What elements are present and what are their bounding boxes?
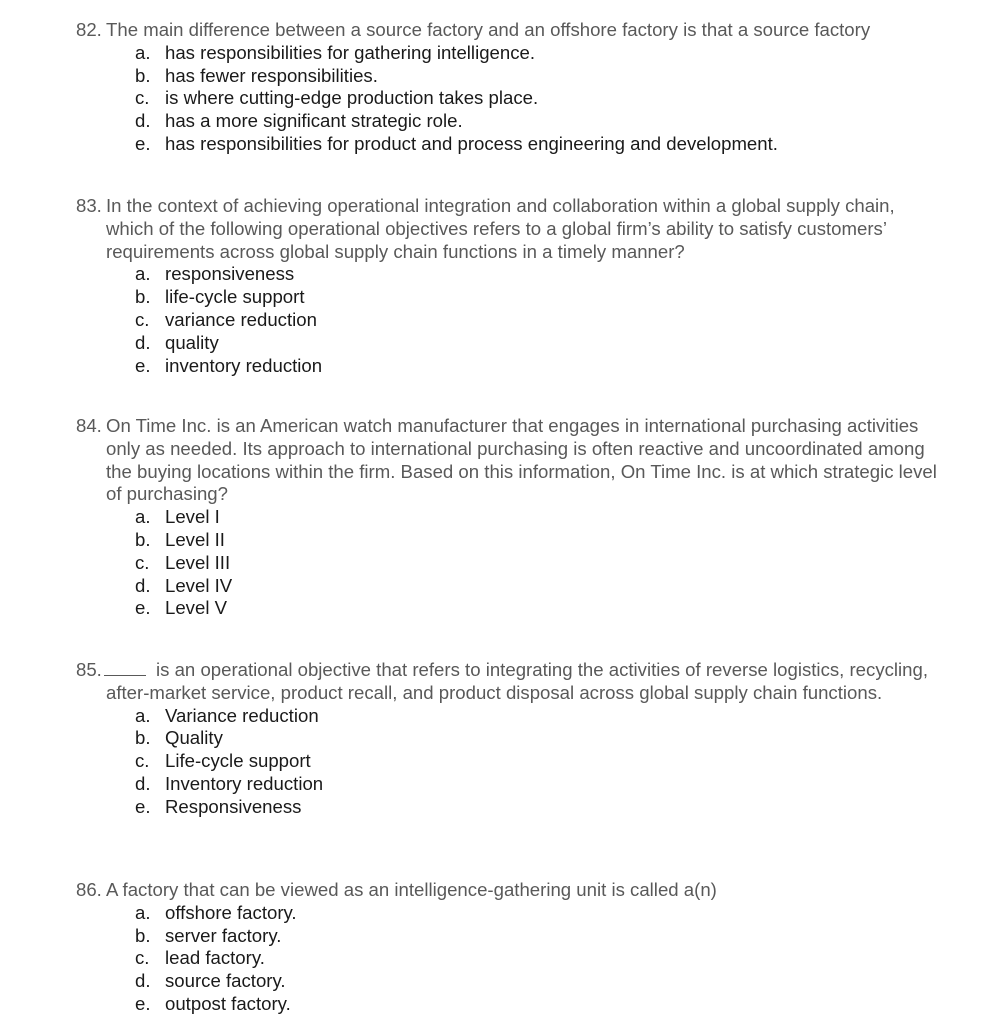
question-number [76,659,152,682]
option-letter: e. [135,795,151,817]
answer-option-c [0,750,981,773]
option-letter: b. [135,528,151,550]
option-text: quality [165,331,219,353]
answer-options [0,902,981,1016]
option-letter: c. [135,551,150,573]
answer-option-b [0,529,981,552]
answer-option-a [0,705,981,728]
answer-option-a [0,263,981,286]
answer-option-e [0,133,981,156]
option-letter: a. [135,41,151,63]
option-text: offshore factory. [165,901,297,923]
option-text: Level II [165,528,225,550]
option-letter: b. [135,64,151,86]
option-letter: d. [135,110,151,132]
option-letter: a. [135,263,151,285]
question-stem [0,659,981,705]
question-stem [0,879,981,902]
question-stem [0,19,981,42]
option-text: is where cutting-edge production takes place. [165,87,539,109]
answer-option-d [0,110,981,133]
question-number-text: 85. [76,659,102,680]
option-letter: d. [135,970,151,992]
question-86 [0,879,981,1016]
question-text: The main difference between a source factory and an offshore factory is that a source factory [106,19,871,40]
option-text: has responsibilities for product and process engineering and development. [165,132,778,154]
answer-option-b [0,286,981,309]
answer-option-a [0,42,981,65]
answer-option-a [0,506,981,529]
option-text: inventory reduction [165,354,323,376]
option-letter: c. [135,947,150,969]
answer-option-d [0,970,981,993]
option-letter: e. [135,597,151,619]
option-text: variance reduction [165,308,317,330]
answer-option-e [0,796,981,819]
option-letter: a. [135,506,151,528]
question-text: A factory that can be viewed as an intelligence-gathering unit is called a(n) [106,879,717,900]
question-stem [0,415,981,506]
question-text: On Time Inc. is an American watch manufacturer that engages in international purchasing activities only as needed. Its approach to international purchasing is often reactive and uncoordinated among the buying locations within the firm. Based on this information, On Time Inc. is at which strategic level of purchasing? [106,415,937,505]
question-85 [0,659,981,819]
option-text: life-cycle support [165,286,305,308]
option-letter: e. [135,354,151,376]
option-text: Level III [165,551,231,573]
answer-option-d [0,332,981,355]
option-letter: c. [135,308,150,330]
option-letter: c. [135,750,150,772]
answer-option-e [0,993,981,1016]
option-text: lead factory. [165,947,265,969]
option-text: Variance reduction [165,704,319,726]
answer-option-c [0,309,981,332]
option-letter: e. [135,992,151,1014]
question-number: 82. [76,19,102,40]
option-letter: d. [135,772,151,794]
option-text: server factory. [165,924,282,946]
question-82 [0,19,981,156]
option-text: Level V [165,597,228,619]
option-letter: a. [135,704,151,726]
answer-option-c [0,87,981,110]
option-text: Level IV [165,574,233,596]
answer-option-a [0,902,981,925]
question-stem [0,195,981,263]
option-text: Life-cycle support [165,750,311,772]
answer-options [0,263,981,377]
answer-options [0,506,981,620]
question-number: 84. [76,415,102,436]
answer-option-b [0,727,981,750]
option-letter: d. [135,331,151,353]
option-text: outpost factory. [165,992,291,1014]
answer-option-e [0,597,981,620]
answer-option-c [0,552,981,575]
option-text: Level I [165,506,220,528]
option-letter: a. [135,901,151,923]
answer-options [0,705,981,819]
answer-option-d [0,575,981,598]
option-letter: b. [135,727,151,749]
answer-option-d [0,773,981,796]
question-text: is an operational objective that refers to integrating the activities of reverse logistics, recycling, after-market service, product recall, and product disposal across global supply chain functions. [106,659,929,703]
option-letter: c. [135,87,150,109]
answer-option-b [0,925,981,948]
option-text: Inventory reduction [165,772,324,794]
option-letter: e. [135,132,151,154]
question-83 [0,195,981,377]
option-text: source factory. [165,970,286,992]
option-text: has responsibilities for gathering intelligence. [165,41,536,63]
fill-in-blank [104,659,146,676]
question-84 [0,415,981,620]
question-number: 83. [76,195,102,216]
option-text: has a more significant strategic role. [165,110,463,132]
option-letter: d. [135,574,151,596]
question-number: 86. [76,879,102,900]
answer-option-c [0,947,981,970]
option-text: Responsiveness [165,795,302,817]
option-text: Quality [165,727,223,749]
option-text: has fewer responsibilities. [165,64,378,86]
option-letter: b. [135,924,151,946]
answer-option-e [0,355,981,378]
option-letter: b. [135,286,151,308]
option-text: responsiveness [165,263,295,285]
answer-option-b [0,65,981,88]
question-text: In the context of achieving operational integration and collaboration within a global supply chain, which of the following operational objectives refers to a global firm’s ability to satisfy customers’ requirements across global supply chain functions in a timely manner? [106,195,895,262]
answer-options [0,42,981,156]
